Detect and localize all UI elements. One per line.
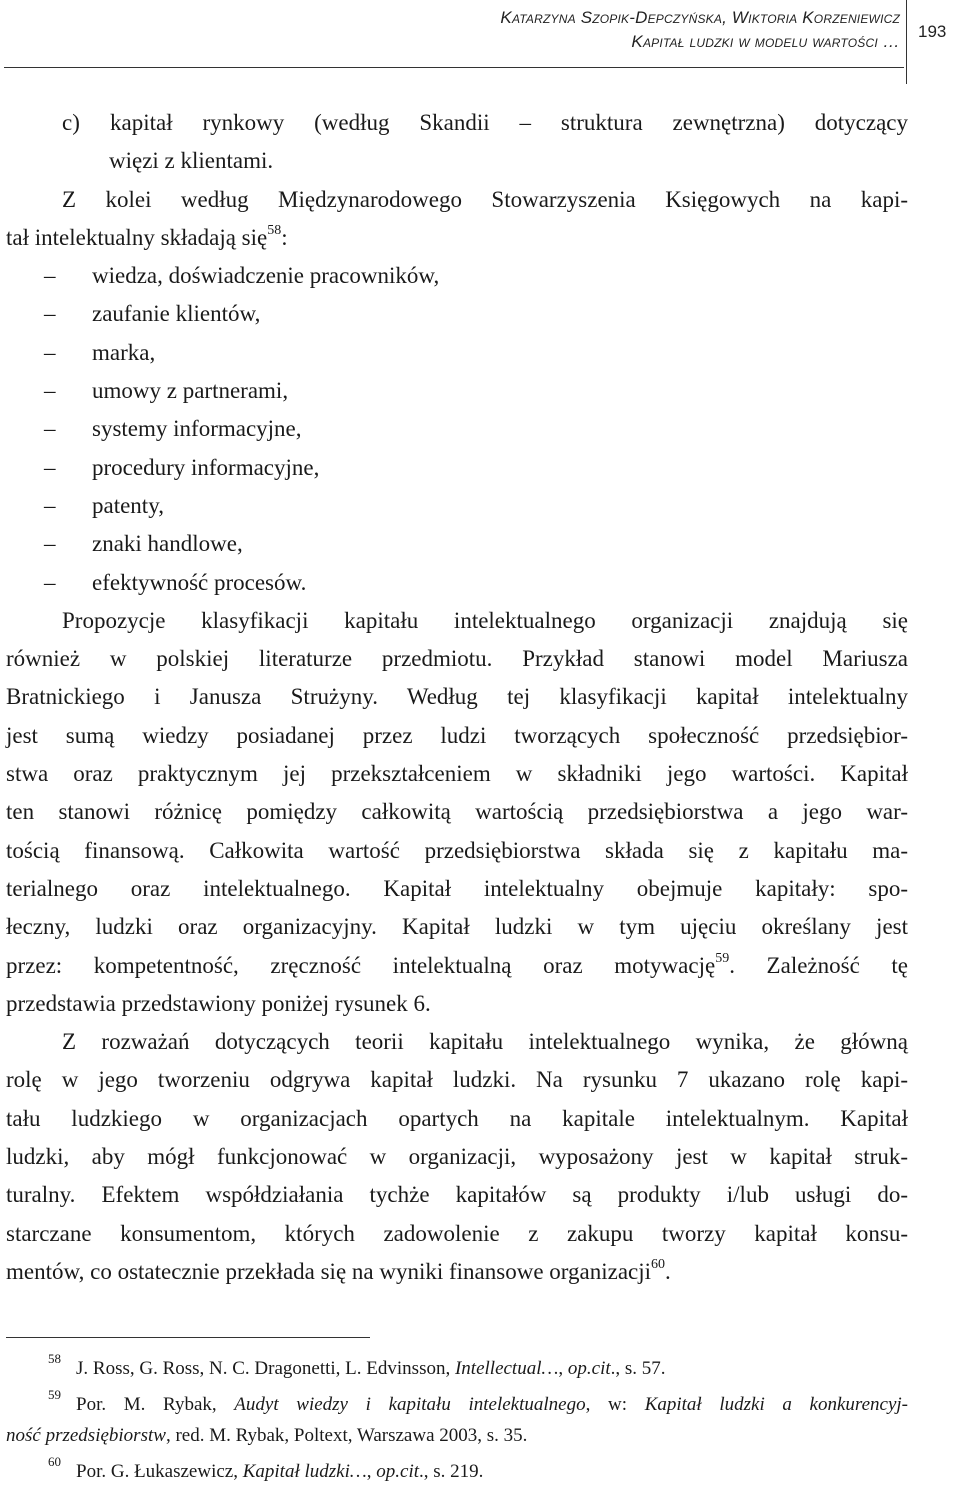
list-item: – znaki handlowe, xyxy=(6,525,908,563)
dash-bullet-icon: – xyxy=(44,531,56,557)
list-item-text: kapitał rynkowy (według Skandii – struktura zewnętrzna) dotyczący xyxy=(110,110,908,135)
list-item: – wiedza, doświadczenie pracowników, xyxy=(6,257,908,295)
footnote-ref-58: 58 xyxy=(267,223,282,239)
header-authors: Katarzyna Szopik-Depczyńska, Wiktoria Korzeniewicz xyxy=(500,8,900,27)
bullet-list xyxy=(6,257,908,602)
paragraph-line: przez: kompetentność, zręczność intelektualną oraz motywację$^{59}$. Zależność tę xyxy=(6,950,908,978)
paragraph-classification xyxy=(6,602,908,1023)
paragraph-human-capital xyxy=(6,1023,908,1291)
list-item: – umowy z partnerami, xyxy=(6,372,908,410)
dash-bullet-icon: – xyxy=(44,492,56,518)
paragraph-line: ten stanowi różnicę pomiędzy całkowitą wartością przedsiębiorstwa a jego war- xyxy=(6,799,908,825)
footnote-ref-59: 59 xyxy=(715,950,730,966)
footnote-59-continuation: ność przedsiębiorstw, red. M. Rybak, Poltext, Warszawa 2003, s. 35. xyxy=(6,1425,528,1446)
footnotes xyxy=(6,1350,908,1487)
dash-bullet-icon: – xyxy=(44,263,56,289)
page-number: 193 xyxy=(918,22,947,41)
running-header xyxy=(0,0,960,84)
footnote-58: $^{58}$ J. Ross, G. Ross, N. C. Dragonetti, L. Edvinsson, Intellectual…, op.cit., s. 57. xyxy=(48,1350,666,1379)
paragraph-line: Z kolei według Międzynarodowego Stowarzyszenia Księgowych na kapi- xyxy=(62,186,908,212)
list-item: – efektywność procesów. xyxy=(6,564,908,602)
paragraph-line: Z rozważań dotyczących teorii kapitału intelektualnego wynika, że główną xyxy=(62,1029,908,1055)
dash-bullet-icon: – xyxy=(44,378,56,404)
footnote-number: 59 xyxy=(48,1386,61,1402)
footnote-separator xyxy=(6,1337,370,1338)
paragraph-line: terialnego oraz intelektualnego. Kapitał intelektualny obejmuje kapitały: spo- xyxy=(6,875,908,901)
dash-bullet-icon: – xyxy=(44,301,56,327)
header-vertical-rule xyxy=(906,0,907,84)
dash-bullet-icon: – xyxy=(44,454,56,480)
list-item-c xyxy=(6,104,908,142)
list-item: – patenty, xyxy=(6,487,908,525)
header-rule xyxy=(4,67,904,68)
dash-bullet-icon: – xyxy=(44,416,56,442)
paragraph-line: starczane konsumentom, których zadowolenie z zakupu tworzy kapitał konsu- xyxy=(6,1220,908,1246)
running-header-text xyxy=(500,6,900,54)
list-item: – procedury informacyjne, xyxy=(6,449,908,487)
paragraph-line: Propozycje klasyfikacji kapitału intelektualnego organizacji znajdują się xyxy=(62,607,908,633)
paragraph-line: tał intelektualny składają się$^{58}$: xyxy=(6,223,288,250)
paragraph-line: również w polskiej literaturze przedmiotu. Przykład stanowi model Mariusza xyxy=(6,646,908,672)
header-title: Kapitał ludzki w modelu wartości … xyxy=(631,32,900,51)
footnote-number: 60 xyxy=(48,1453,61,1469)
paragraph-line: turalny. Efektem współdziałania tychże kapitałów są produkty i/lub usługi do- xyxy=(6,1182,908,1208)
paragraph-line: mentów, co ostatecznie przekłada się na wyniki finansowe organizacji$^{60}$. xyxy=(6,1257,671,1284)
dash-bullet-icon: – xyxy=(44,569,56,595)
dash-bullet-icon: – xyxy=(44,339,56,365)
paragraph-line: tału ludzkiego w organizacjach opartych na kapitale intelektualnym. Kapitał xyxy=(6,1105,908,1131)
paragraph-line: jest sumą wiedzy posiadanej przez ludzi tworzących społeczność przedsiębior- xyxy=(6,722,908,748)
paragraph-line: ludzki, aby mógł funkcjonować w organizacji, wyposażony jest w kapitał struk- xyxy=(6,1144,908,1170)
paragraph-line: Bratnickiego i Janusza Strużyny. Według tej klasyfikacji kapitał intelektualny xyxy=(6,684,908,710)
footnote-59: $^{59}$ Por. M. Rybak, Audyt wiedzy i kapitału intelektualnego, w: Kapitał ludzki a konkurencyj- xyxy=(48,1386,908,1415)
paragraph-line: tością finansową. Całkowita wartość przedsiębiorstwa składa się z kapitału ma- xyxy=(6,837,908,863)
list-item: – zaufanie klientów, xyxy=(6,295,908,333)
footnote-number: 58 xyxy=(48,1350,61,1366)
list-item-label: c) xyxy=(62,110,80,135)
paragraph-line: przedstawia przedstawiony poniżej rysunek 6. xyxy=(6,990,431,1016)
footnote-ref-60: 60 xyxy=(651,1257,666,1273)
paragraph-line: łeczny, ludzki oraz organizacyjny. Kapitał ludzki w tym ujęciu określany jest xyxy=(6,914,908,940)
paragraph-line: stwa oraz praktycznym jej przekształceniem w składniki jego wartości. Kapitał xyxy=(6,761,908,787)
paragraph-line: rolę w jego tworzeniu odgrywa kapitał ludzki. Na rysunku 7 ukazano rolę kapi- xyxy=(6,1067,908,1093)
list-item-continuation: więzi z klientami. xyxy=(109,148,274,174)
list-item: – marka, xyxy=(6,334,908,372)
list-item: – systemy informacyjne, xyxy=(6,410,908,448)
footnote-60: $^{60}$ Por. G. Łukaszewicz, Kapitał ludzki…, op.cit., s. 219. xyxy=(48,1453,484,1482)
main-text xyxy=(6,104,908,1291)
